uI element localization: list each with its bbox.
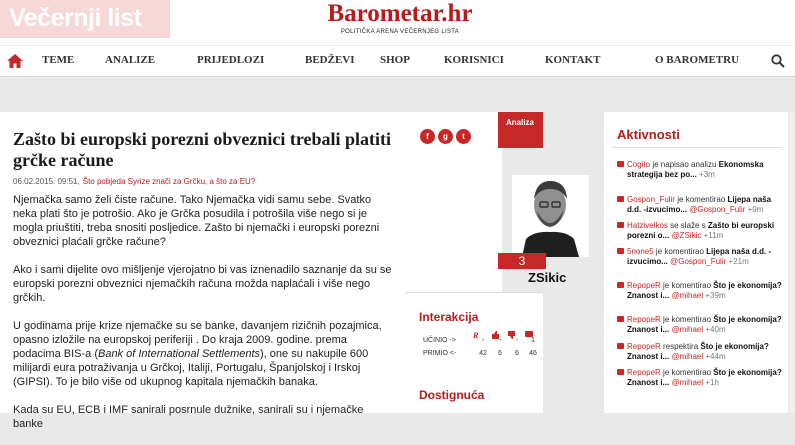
interaction-row xyxy=(419,350,539,363)
cell: 6 xyxy=(498,350,502,357)
activity-item[interactable] xyxy=(617,221,782,241)
brand-title[interactable]: Barometar.hr xyxy=(327,0,473,27)
search-icon[interactable] xyxy=(771,54,785,68)
activity-user[interactable]: Gospon_Fulir xyxy=(627,195,676,204)
article-topic-link[interactable]: Što pobjeda Syrize znači za Grčku, a što za EU? xyxy=(82,177,256,186)
article-paragraph: Ako i sami dijelite ovo mišljenje vjerojatno bi vas iznenadilo saznanje da su se europski porezni obveznici njemačkih računa možda naplaćali i više nego grčkih. xyxy=(13,264,392,304)
activity-user[interactable]: Cogito xyxy=(627,160,651,169)
cell: - xyxy=(498,337,502,344)
comment-bubble-icon xyxy=(617,161,624,167)
activity-action: je komentirao xyxy=(660,368,714,377)
article-meta xyxy=(13,177,255,186)
italic-term: Bank of International Settlements xyxy=(97,348,261,360)
comment-bubble-icon xyxy=(617,282,624,288)
twitter-icon[interactable]: t xyxy=(456,129,471,144)
comment-bubble-icon xyxy=(617,316,624,322)
category-tab[interactable]: Analiza xyxy=(498,112,543,148)
activity-time: +39m xyxy=(703,291,726,300)
nav-item-kontakt[interactable]: KONTAKT xyxy=(545,54,601,66)
activity-item[interactable] xyxy=(617,368,782,388)
activity-time: +11m xyxy=(701,231,724,240)
activity-action: respektira xyxy=(660,342,701,351)
cell: 1 xyxy=(531,337,535,344)
article-title: Zašto bi europski porezni obveznici trebali platiti grčke račune xyxy=(13,129,392,170)
article-body xyxy=(13,193,393,445)
cell: 6 xyxy=(515,350,519,357)
brand[interactable] xyxy=(300,0,500,35)
activity-item[interactable] xyxy=(617,281,782,301)
activity-subject[interactable]: Ekonomska strategija bez po... xyxy=(627,160,764,179)
activity-user[interactable]: 5none5 xyxy=(627,247,654,256)
activity-item[interactable] xyxy=(617,315,782,335)
facebook-icon[interactable]: f xyxy=(420,129,435,144)
nav-item-o-barometru[interactable]: O BAROMETRU xyxy=(655,54,740,66)
vecernji-list-logo[interactable]: Večernji list xyxy=(0,0,170,38)
activity-mention[interactable]: @mihael xyxy=(669,325,704,334)
activity-action: je napisao analizu xyxy=(650,160,719,169)
activity-subject[interactable]: Što je ekonomija? Znanost i... xyxy=(627,342,769,361)
activity-item[interactable] xyxy=(617,195,782,215)
nav-item-bedzevi[interactable]: BEDŽEVI xyxy=(305,54,355,66)
activity-subject[interactable]: Što je ekonomija? Znanost i... xyxy=(627,315,782,334)
comment-bubble-icon xyxy=(617,222,624,228)
author-name[interactable]: ZSikic xyxy=(528,270,567,285)
brand-subtitle: POLITIČKA ARENA VEČERNJEG LISTA xyxy=(340,29,460,35)
activity-subject[interactable]: Što je ekonomija? Znanost i... xyxy=(627,281,782,300)
activity-item[interactable] xyxy=(617,247,782,267)
cell: 42 xyxy=(479,350,487,357)
activity-title: Aktivnosti xyxy=(617,127,680,142)
main-nav xyxy=(0,45,795,77)
activity-user[interactable]: Hatzivelkos xyxy=(627,221,668,230)
divider xyxy=(612,147,782,148)
activity-time: +1h xyxy=(703,378,719,387)
home-icon[interactable] xyxy=(7,54,23,68)
activity-item[interactable] xyxy=(617,160,782,180)
comment-bubble-icon xyxy=(617,196,624,202)
author-photo[interactable] xyxy=(512,175,589,257)
nav-item-analize[interactable]: ANALIZE xyxy=(105,54,156,66)
activity-subject[interactable]: Lijepa naša d.d. -izvucimo... xyxy=(627,195,772,214)
article-paragraph: U godinama prije krize njemačke su se banke, davanjem rizičnih pozajmica, opasno izložile na europskoj periferiji . Do kraja 2009. godine. prema podacima BIS-a (Bank of International Settlements), one su nakupile 600 milijardi eura potraživanja u Grčkoj, Italiji, Portugalu, Španjolskoj i Irskoj (GIPSI). To je bilo više od ukupnog kapitala njemačkih banaka. xyxy=(13,320,382,388)
activity-action: je komentirao xyxy=(675,195,728,204)
cell: 46 xyxy=(529,350,537,357)
activity-time: +21m xyxy=(726,257,749,266)
nav-item-prijedlozi[interactable]: PRIJEDLOZI xyxy=(197,54,265,66)
activity-mention[interactable]: @Gospon_Fulir xyxy=(667,257,727,266)
activity-time: +3m xyxy=(696,170,715,179)
nav-item-shop[interactable]: SHOP xyxy=(380,54,410,66)
cell: - xyxy=(515,337,519,344)
article-paragraph: Njemačka samo želi čiste račune. Tako Njemačka vidi samu sebe. Svatko neka plati što je potrošio. Ako je Grčka posudila i potrošila više nego si je mogla priuštiti, treba snositi posljedice. Zašto bi njemački i europski porezni obveznici plaćali grčke račune? xyxy=(13,194,380,248)
row-label: UČINIO -> xyxy=(423,337,456,344)
activity-subject[interactable]: Zašto bi europski porezni o... xyxy=(627,221,775,240)
activity-action: je komentirao xyxy=(660,281,714,290)
interaction-table xyxy=(419,337,539,363)
google-plus-icon[interactable]: g xyxy=(438,129,453,144)
activity-mention[interactable]: @Gospon_Fulir xyxy=(687,205,746,214)
respect-icon: R xyxy=(473,331,479,340)
cell: - xyxy=(481,337,485,344)
comment-bubble-icon xyxy=(617,369,624,375)
article-paragraph: Kada su EU, ECB i IMF sanirali posrnule dužnike, sanirali su i njemačke banke xyxy=(13,404,364,430)
activity-user[interactable]: RepopeR xyxy=(627,281,661,290)
activity-item[interactable] xyxy=(617,342,782,362)
nav-item-korisnici[interactable]: KORISNICI xyxy=(444,54,504,66)
activity-time: +9m xyxy=(745,205,764,214)
activity-action: se slaže s xyxy=(667,221,708,230)
activity-user[interactable]: RepopeR xyxy=(627,368,661,377)
activity-action: je komentirao xyxy=(653,247,707,256)
activity-mention[interactable]: @ZSikic xyxy=(669,231,702,240)
activity-subject[interactable]: Što je ekonomija? Znanost i... xyxy=(627,368,782,387)
scrollbar[interactable] xyxy=(789,112,795,413)
comment-bubble-icon xyxy=(617,343,624,349)
activity-user[interactable]: RepopeR xyxy=(627,342,661,351)
interaction-panel xyxy=(405,292,543,413)
activity-mention[interactable]: @mihael xyxy=(669,352,704,361)
achievements-title: Dostignuća xyxy=(419,388,485,402)
row-label: PRIMIO <- xyxy=(423,350,457,357)
activity-time: +40m xyxy=(703,325,726,334)
author-count-badge: 3 xyxy=(498,253,546,269)
interaction-row xyxy=(419,337,539,350)
activity-mention[interactable]: @mihael xyxy=(669,291,704,300)
article-date: 06.02.2015. 09:51, xyxy=(13,177,80,186)
activity-action: je komentirao xyxy=(660,315,714,324)
comment-bubble-icon xyxy=(617,248,624,254)
activity-user[interactable]: RepopeR xyxy=(627,315,661,324)
nav-item-teme[interactable]: TEME xyxy=(42,54,75,66)
site-header xyxy=(0,0,795,45)
activity-time: +44m xyxy=(703,352,726,361)
activity-mention[interactable]: @mihael xyxy=(669,378,704,387)
activity-subject[interactable]: Lijepa naša d.d. -izvucimo... xyxy=(627,247,772,266)
interaction-title: Interakcija xyxy=(419,310,479,324)
